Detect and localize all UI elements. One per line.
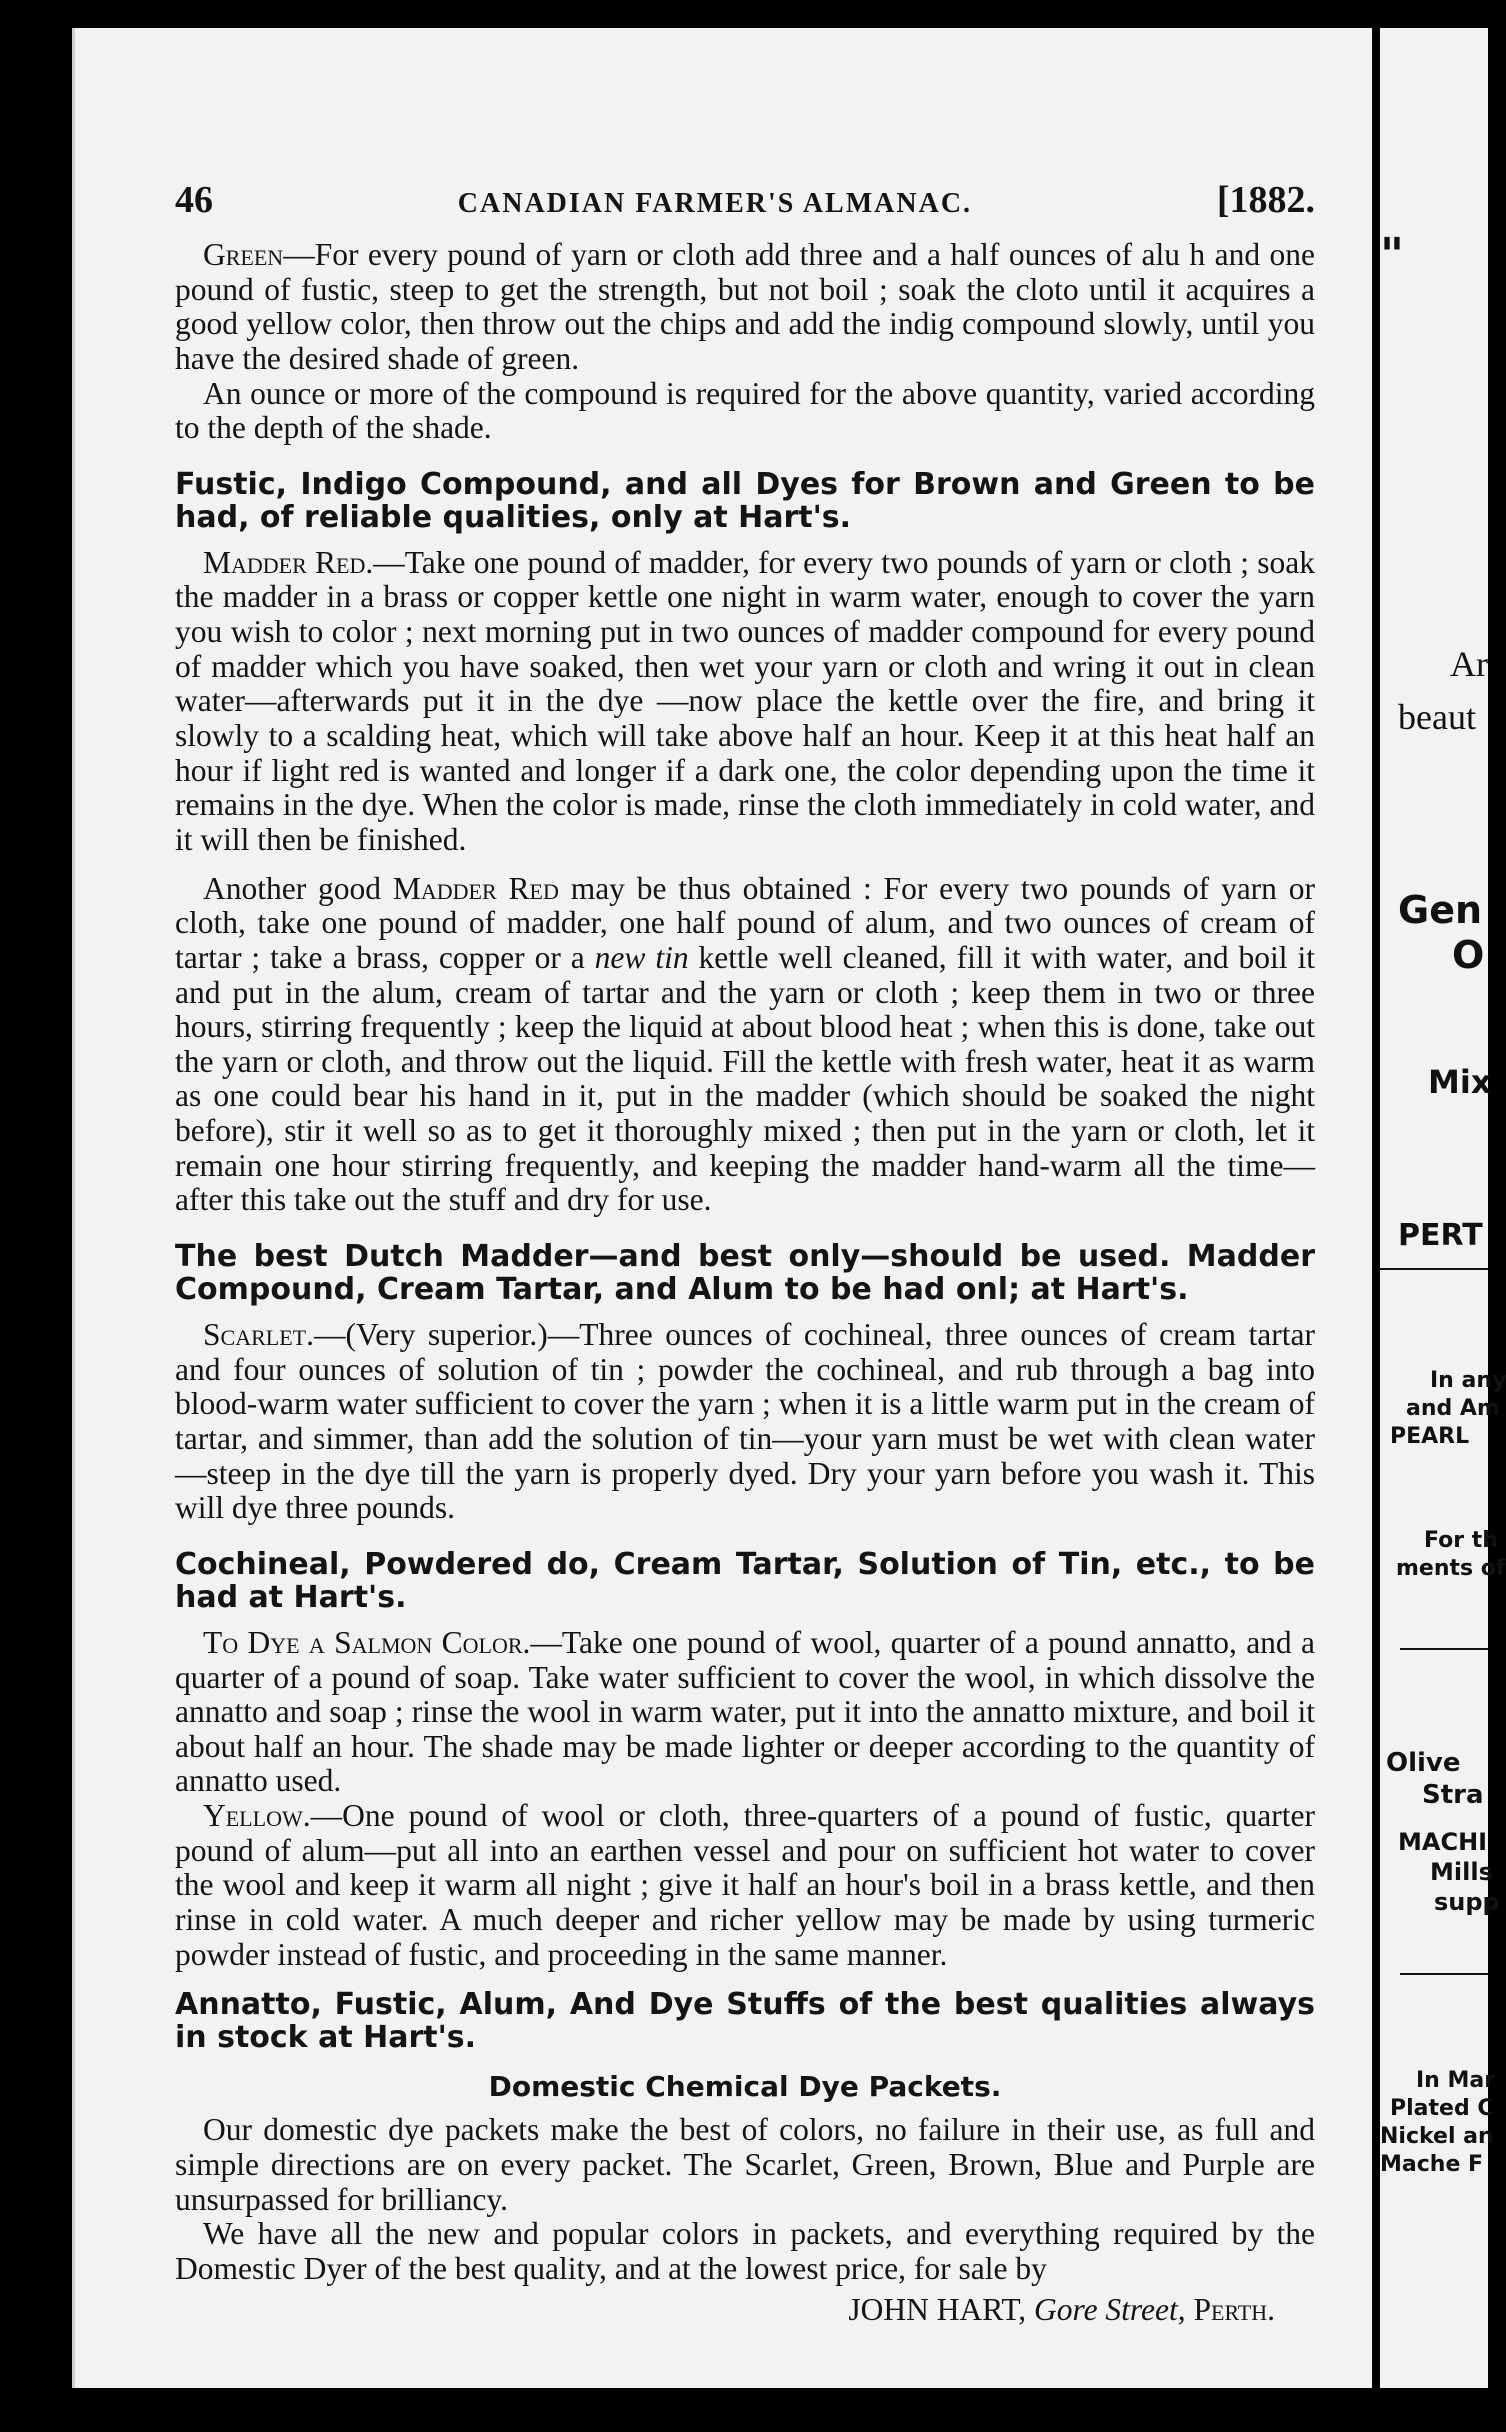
text-column [175, 178, 1315, 2328]
right-line-mix: Mix [1428, 1063, 1492, 1101]
signature-name: JOHN HART, [848, 2292, 1027, 2328]
page-number: 46 [175, 179, 213, 221]
madder-red-label: Madder Red. [203, 544, 374, 580]
another-mid: may be thus obtained : For every two pounds of yarn or cloth, take one pound of madder, one half pound of alum, and two ounces of cream of tartar ; take a brass, copper or a [175, 870, 1315, 975]
advert-fustic: Fustic, Indigo Compound, and all Dyes for Brown and Green to be had, of reliable qualities, only at Hart's. [175, 466, 1315, 535]
right-line-inmar: In Mar [1416, 2068, 1496, 2093]
salmon-label: To Dye a Salmon Color. [203, 1624, 531, 1660]
right-line-stra: Stra [1422, 1780, 1484, 1810]
madder-red-paragraph [175, 546, 1315, 858]
salmon-paragraph [175, 1626, 1315, 1799]
right-rule-3 [1400, 1973, 1488, 1975]
signature-street: Gore Street, [1033, 2292, 1186, 2328]
advert-dutch-madder: The best Dutch Madder—and best only—should be used. Madder Compound, Cream Tartar, and Alum to be had onl; at Hart's. [175, 1239, 1315, 1308]
right-line-supp: supp [1434, 1888, 1500, 1916]
signature-town: Perth. [1193, 2292, 1275, 2328]
salmon-text: —Take one pound of wool, quarter of a pound annatto, and a quarter of a pound of soap. Take water sufficient to cover the wool, in which dissolve the annatto and soap ; rinse the wool in warm water, put it into the annatto mixture, and boil it about half an hour. The shade may be made lighter or deeper according to the quantity of annatto used. [175, 1624, 1315, 1799]
another-pre: Another good [203, 870, 393, 906]
scarlet-label: Scarlet. [203, 1317, 314, 1353]
right-line-gen: Gen [1398, 888, 1483, 932]
right-line-o: O [1452, 933, 1485, 977]
right-line-forth: For th [1424, 1528, 1498, 1553]
right-line-mache: Mache F [1380, 2152, 1484, 2177]
signature [175, 2292, 1275, 2328]
year-label: [1882. [1216, 179, 1315, 221]
advert-cochineal: Cochineal, Powdered do, Cream Tartar, Solution of Tin, etc., to be had at Hart's. [175, 1546, 1315, 1615]
domestic-paragraph: Our domestic dye packets make the best of colors, no failure in their use, as full and simple directions are on every packet. The Scarlet, Green, Brown, Blue and Purple are unsurpassed for brilliancy. [175, 2112, 1315, 2217]
right-line-mills: Mills [1430, 1858, 1493, 1886]
right-line-machi: MACHI [1398, 1828, 1488, 1856]
right-line-pearl: PEARL [1390, 1424, 1470, 1449]
advert-annatto: Annatto, Fustic, Alum, And Dye Stuffs of the best qualities always in stock at Hart's. [175, 1987, 1315, 2056]
green-text: —For every pound of yarn or cloth add three and a half ounces of alu h and one pound of fustic, steep to get the strength, but not boil ; soak the cloto until it acquires a good yellow color, then throw out the chips and add the indig compound slowly, until you have the desired shade of green. [175, 237, 1315, 376]
new-tin-italic: new tin [594, 939, 689, 975]
scarlet-paragraph [175, 1318, 1315, 1526]
right-rule-1 [1380, 1268, 1488, 1270]
green-label: Green [203, 237, 284, 272]
adjoining-page-fragment [1380, 28, 1506, 2388]
yellow-label: Yellow. [203, 1798, 311, 1834]
right-line-inany: In any [1430, 1368, 1506, 1393]
another-madder-label: Madder Red [392, 870, 559, 906]
right-line-beaut: beaut [1398, 697, 1476, 737]
another-post: kettle well cleaned, fill it with water, and boil it and put in the alum, cream of tartar and the yarn or cloth ; keep them in two or three hours, stirring frequently ; keep the liquid at about blood heat ; when this is done, take out the yarn or cloth, and throw out the liquid. Fill the kettle with fresh water, heat it as warm as one could bear his hand in it, put in the madder (which should be soaked the night before), stir it well so as to get it thoroughly mixed ; then put in the yarn or cloth, let it remain one hour stirring frequently, and keeping the madder hand-warm all the time—after this take out the stuff and dry for use. [175, 939, 1315, 1218]
right-rule-2 [1400, 1648, 1488, 1650]
another-madder-paragraph [175, 872, 1315, 1218]
right-line-ar: Ar [1450, 644, 1488, 684]
almanac-page [72, 28, 1372, 2388]
right-line-plated: Plated C [1390, 2096, 1494, 2121]
yellow-text: —One pound of wool or cloth, three-quarters of a pound of fustic, quarter pound of alum—put all into an earthen vessel and pour on sufficient hot water to cover the wool and keep it warm all night ; give it half an hour's boil in a brass kettle, and then rinse in cold water. A much deeper and richer yellow may be made by using turmeric powder instead of fustic, and proceeding in the same manner. [175, 1798, 1315, 1972]
right-line-nickel: Nickel an [1380, 2124, 1494, 2149]
scarlet-text: —(Very superior.)—Three ounces of cochineal, three ounces of cream tartar and four ounces of solution of tin ; powder the cochineal, and rub through a bag into blood-warm water sufficient to cover the yarn ; when it is a little warm put in the cream of tartar, and simmer, than add the solution of tin—your yarn must be wet with clean water—steep in the dye till the yarn is properly dyed. Dry your yarn before you wash it. This will dye three pounds. [175, 1317, 1315, 1526]
ounce-paragraph: An ounce or more of the compound is required for the above quantity, varied according to the depth of the shade. [175, 375, 1315, 446]
we-have-paragraph: We have all the new and popular colors in packets, and everything required by the Domestic Dyer of the best quality, and at the lowest price, for sale by [175, 2216, 1315, 2286]
right-line-olive: Olive [1386, 1748, 1461, 1778]
right-line-ments: ments of [1396, 1556, 1506, 1581]
domestic-heading: Domestic Chemical Dye Packets. [488, 2070, 1002, 2104]
yellow-paragraph [175, 1799, 1315, 1972]
green-paragraph [175, 238, 1315, 377]
madder-red-text: —Take one pound of madder, for every two pounds of yarn or cloth ; soak the madder in a brass or copper kettle one night in warm water, enough to cover the yarn you wish to color ; next morning put in two ounces of madder compound for every pound of madder which you have soaked, then wet your yarn or cloth and wring it out in clean water—afterwards put it in the dye —now place the kettle over the fire, and bring it slowly to a scalding heat, which will take above half an hour. Keep it at this heat half an hour if light red is wanted and longer if a dark one, the color depending upon the time it remains in the dye. When the color is made, rinse the cloth immediately in cold water, and it will then be finished. [175, 544, 1315, 857]
running-title: CANADIAN FARMER'S ALMANAC. [457, 188, 973, 219]
right-quote-mark: " [1380, 228, 1404, 282]
right-line-pert: PERT [1398, 1218, 1483, 1253]
right-line-andam: and Am [1406, 1396, 1500, 1421]
page-header [175, 178, 1315, 222]
